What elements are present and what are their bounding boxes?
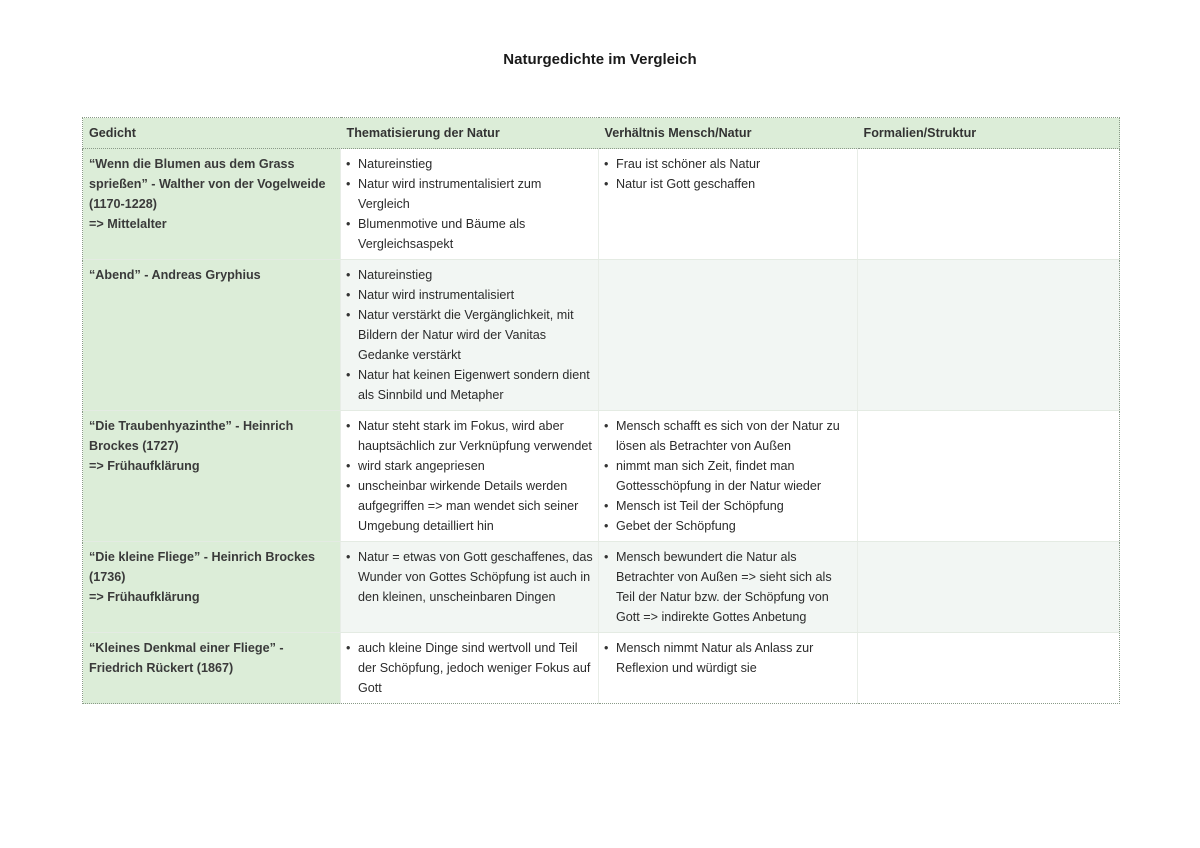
bullet-list [345,547,594,607]
bullet-list [345,416,594,536]
bullet-item: • Mensch schafft es sich von der Natur zu lösen als Betrachter von Außen [603,416,853,456]
mensch-cell [599,542,858,633]
header-formalien: Formalien/Struktur [858,118,1120,149]
natur-cell [341,411,599,542]
form-cell [858,411,1120,542]
bullet-list [603,638,853,678]
mensch-cell [599,260,858,411]
page-title: Naturgedichte im Vergleich [503,51,697,68]
bullet-list [345,154,594,254]
natur-cell [341,260,599,411]
bullet-item: • Blumenmotive und Bäume als Vergleichsaspekt [345,214,594,254]
comparison-table [82,117,1120,704]
bullet-item: • Mensch nimmt Natur als Anlass zur Reflexion und würdigt sie [603,638,853,678]
bullet-item: • Natur = etwas von Gott geschaffenes, das Wunder von Gottes Schöpfung ist auch in den kleinen, unscheinbaren Dingen [345,547,594,607]
bullet-item: • Natur wird instrumentalisiert [345,285,594,305]
bullet-item: • Natureinstieg [345,265,594,285]
bullet-item: • unscheinbar wirkende Details werden aufgegriffen => man wendet sich seiner Umgebung detailliert hin [345,476,594,536]
table-row [83,633,1120,704]
poem-line: “Die Traubenhyazinthe” - Heinrich Brockes (1727) [89,419,294,453]
table-header-row [83,118,1120,149]
bullet-item: • nimmt man sich Zeit, findet man Gottesschöpfung in der Natur wieder [603,456,853,496]
bullet-list [603,154,853,194]
bullet-item: • Natureinstieg [345,154,594,174]
bullet-list [345,638,594,698]
bullet-item: • Natur wird instrumentalisiert zum Vergleich [345,174,594,214]
table-row [83,411,1120,542]
bullet-item: • auch kleine Dinge sind wertvoll und Teil der Schöpfung, jedoch weniger Fokus auf Gott [345,638,594,698]
table-row [83,149,1120,260]
form-cell [858,149,1120,260]
header-verhaeltnis: Verhältnis Mensch/Natur [599,118,858,149]
poem-cell [83,542,341,633]
bullet-item: • wird stark angepriesen [345,456,594,476]
mensch-cell [599,411,858,542]
header-gedicht: Gedicht [83,118,341,149]
bullet-item: • Mensch ist Teil der Schöpfung [603,496,853,516]
natur-cell [341,149,599,260]
poem-cell [83,633,341,704]
poem-line: => Frühaufklärung [89,459,200,473]
bullet-list [345,265,594,405]
bullet-item: • Gebet der Schöpfung [603,516,853,536]
bullet-item: • Natur hat keinen Eigenwert sondern dient als Sinnbild und Metapher [345,365,594,405]
bullet-list [603,547,853,627]
bullet-list [603,416,853,536]
poem-line: “Kleines Denkmal einer Fliege” - Friedrich Rückert (1867) [89,641,284,675]
poem-line: => Frühaufklärung [89,590,200,604]
table-row [83,542,1120,633]
header-thematisierung: Thematisierung der Natur [341,118,599,149]
bullet-item: • Frau ist schöner als Natur [603,154,853,174]
poem-cell [83,260,341,411]
poem-line: “Abend” - Andreas Gryphius [89,268,261,282]
poem-line: “Die kleine Fliege” - Heinrich Brockes (1736) [89,550,316,584]
form-cell [858,633,1120,704]
bullet-item: • Natur verstärkt die Vergänglichkeit, mit Bildern der Natur wird der Vanitas Gedanke verstärkt [345,305,594,365]
poem-line: => Mittelalter [89,217,167,231]
natur-cell [341,542,599,633]
natur-cell [341,633,599,704]
bullet-item: • Natur steht stark im Fokus, wird aber hauptsächlich zur Verknüpfung verwendet [345,416,594,456]
form-cell [858,542,1120,633]
bullet-item: • Natur ist Gott geschaffen [603,174,853,194]
poem-cell [83,411,341,542]
mensch-cell [599,149,858,260]
poem-line: “Wenn die Blumen aus dem Grass sprießen” - Walther von der Vogelweide (1170-1228) [89,157,326,211]
poem-cell [83,149,341,260]
bullet-item: • Mensch bewundert die Natur als Betrachter von Außen => sieht sich als Teil der Natur bzw. der Schöpfung von Gott => indirekte Gottes Anbetung [603,547,853,627]
table-row [83,260,1120,411]
mensch-cell [599,633,858,704]
form-cell [858,260,1120,411]
